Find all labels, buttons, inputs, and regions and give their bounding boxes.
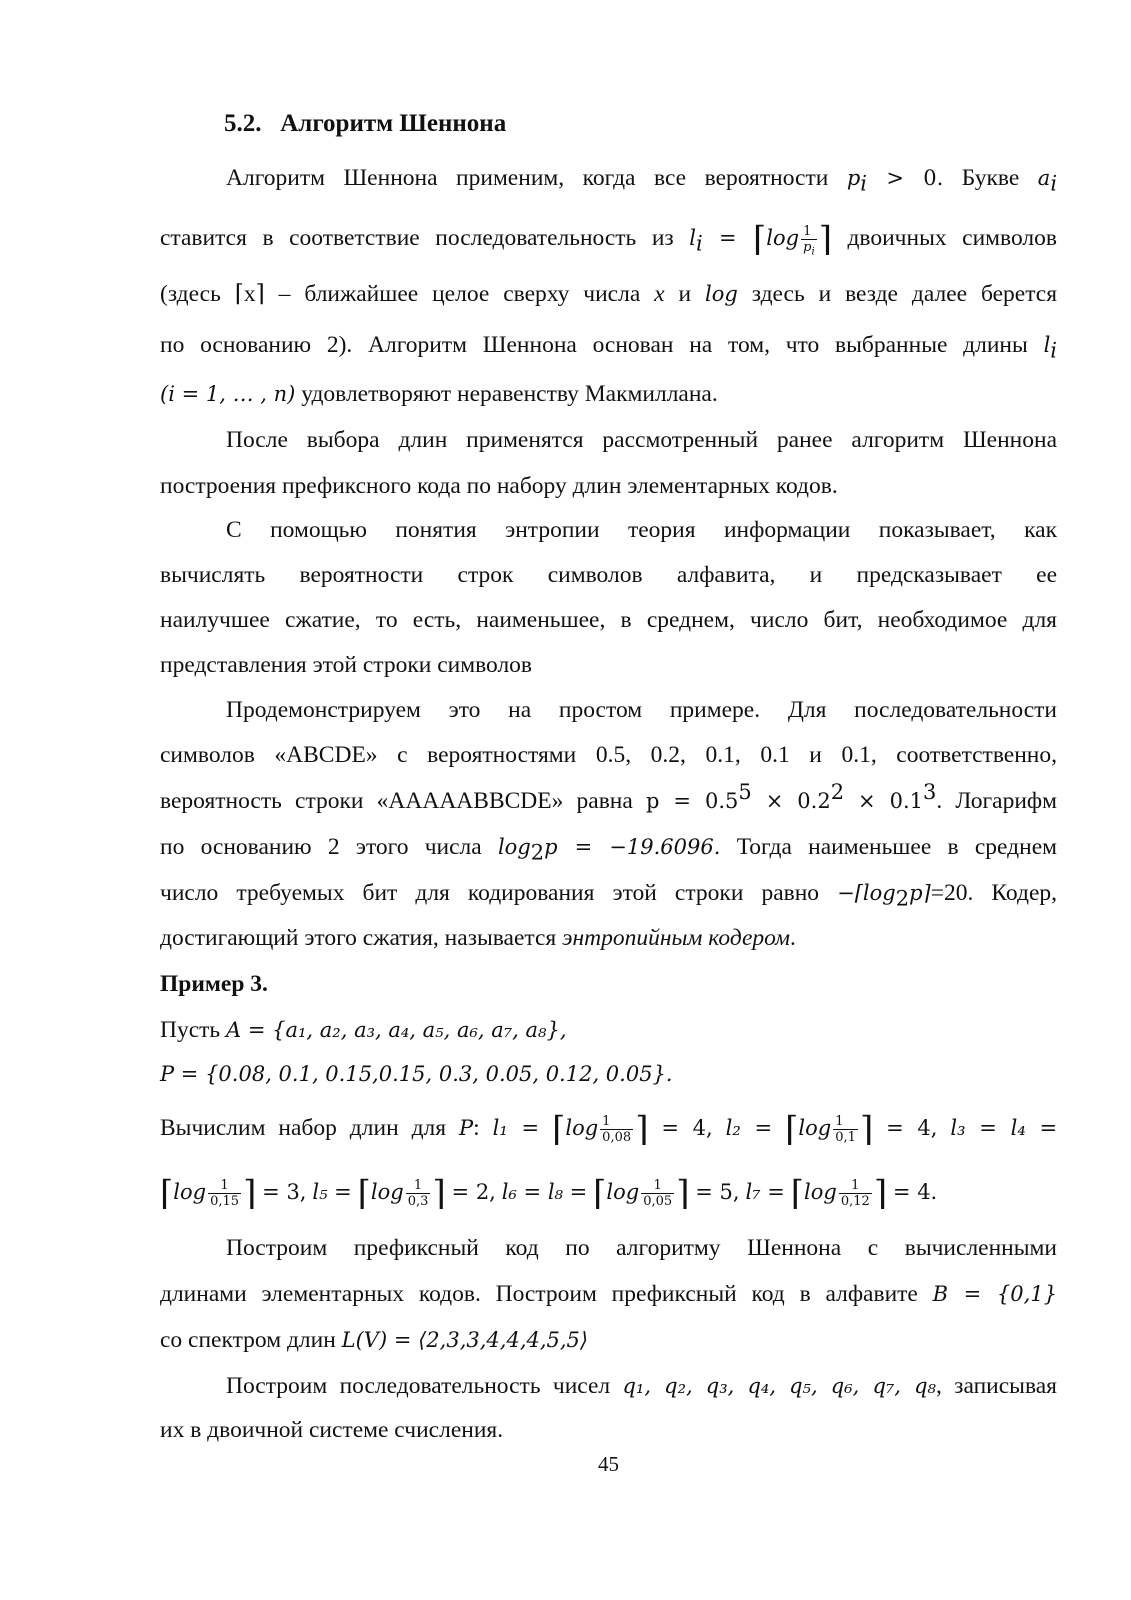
paragraph-line: (здесь ⌈x⌉ – ближайшее целое сверху числа x и log здесь и везде далее берется xyxy=(160,281,1058,307)
document-page xyxy=(160,0,1057,1600)
section-number: 5.2. xyxy=(224,110,262,137)
paragraph-line: их в двоичной системе счисления. xyxy=(160,1417,504,1443)
paragraph-line: построения префиксного кода по набору длин элементарных кодов. xyxy=(160,473,838,499)
paragraph-line: Алгоритм Шеннона применим, когда все вероятности $p_i > 0$. Букве $a_i$ xyxy=(226,165,1058,196)
page-number: 45 xyxy=(598,1452,619,1476)
paragraph-line: Построим префиксный код по алгоритму Шеннона с вычисленными xyxy=(226,1235,1057,1261)
paragraph-line: со спектром длин L(V) = ⟨2,3,3,4,4,4,5,5⟩ xyxy=(160,1327,589,1353)
paragraph-line: После выбора длин применятся рассмотренный ранее алгоритм Шеннона xyxy=(226,427,1057,453)
section-title: Алгоритм Шеннона xyxy=(280,110,507,137)
paragraph-line: С помощью понятия энтропии теория информации показывает, как xyxy=(226,517,1057,543)
paragraph-line: длинами элементарных кодов. Построим префиксный код в алфавите B = {0,1} xyxy=(160,1281,1057,1307)
example-probabilities: P = {0.08, 0.1, 0.15,0.15, 0.3, 0.05, 0.12, 0.05}. xyxy=(160,1062,673,1086)
paragraph-line: представления этой строки символов xyxy=(160,652,533,678)
paragraph-line: наилучшее сжатие, то есть, наименьшее, в среднем, число бит, необходимое для xyxy=(160,607,1057,633)
paragraph-line: число требуемых бит для кодирования этой строки равно $-⌈\log_2p⌉=20$. Кодер, xyxy=(160,880,1058,911)
paragraph-line: символов «ABCDE» с вероятностями 0.5, 0.2, 0.1, 0.1 и 0.1, соответственно, xyxy=(160,742,1057,768)
example-calc-line: Вычислим набор длин для P: l₁ = ⌈log $\frac{1}{0,08}$ ⌉ = 4, l₂ = ⌈log $\frac{1}{0,1}$ ⌉ = 4, l₃ = l₄ = xyxy=(160,1109,1058,1150)
paragraph-line: Построим последовательность чисел q₁, q₂, q₃, q₄, q₅, q₆, q₇, q₈, записывая xyxy=(226,1373,1057,1399)
example-set: Пусть A = {a₁, a₂, a₃, a₄, a₅, a₆, a₇, a₈}, xyxy=(160,1017,567,1043)
paragraph-line: по основанию 2 этого числа $\log_2p = -19.6096$. Тогда наименьшее в среднем xyxy=(160,834,1058,865)
example-title: Пример 3. xyxy=(160,971,268,997)
paragraph-line: достигающий этого сжатия, называется энтропийным кодером. xyxy=(160,925,796,951)
paragraph-line: ставится в соответствие последовательность из $l_i$ = ⌈log $\frac{1}{p_i}$ ⌉ двоичных символов xyxy=(160,219,1058,260)
formula-li: $l_i$ = ⌈log $\frac{1}{p_i}$ ⌉ xyxy=(689,219,832,260)
paragraph-line: вероятность строки «AAAAABBCDE» равна $p = 0.5^5 \times 0.2^2 \times 0.1^3$. Логарифм xyxy=(160,780,1058,814)
section-heading xyxy=(160,104,1057,144)
paragraph-line: (i = 1, … , n) удовлетворяют неравенству Макмиллана. xyxy=(160,381,718,407)
paragraph-line: по основанию 2). Алгоритм Шеннона основан на том, что выбранные длины $l_i$ xyxy=(160,332,1058,363)
paragraph-line: вычислять вероятности строк символов алфавита, и предсказывает ее xyxy=(160,562,1057,588)
paragraph-line: Продемонстрируем это на простом примере. Для последовательности xyxy=(226,697,1057,723)
term-entropy-coder: энтропийным кодером xyxy=(562,925,791,951)
example-calc-line: ⌈log $\frac{1}{0,15}$ ⌉ = 3, l₅ = ⌈log $\frac{1}{0,3}$ ⌉ = 2, l₆ = l₈ = ⌈log $\frac{1}{0,05}$ ⌉ = 5, l₇ = ⌈log $\frac{1}{0,12}$ ⌉ = 4. xyxy=(160,1173,938,1214)
